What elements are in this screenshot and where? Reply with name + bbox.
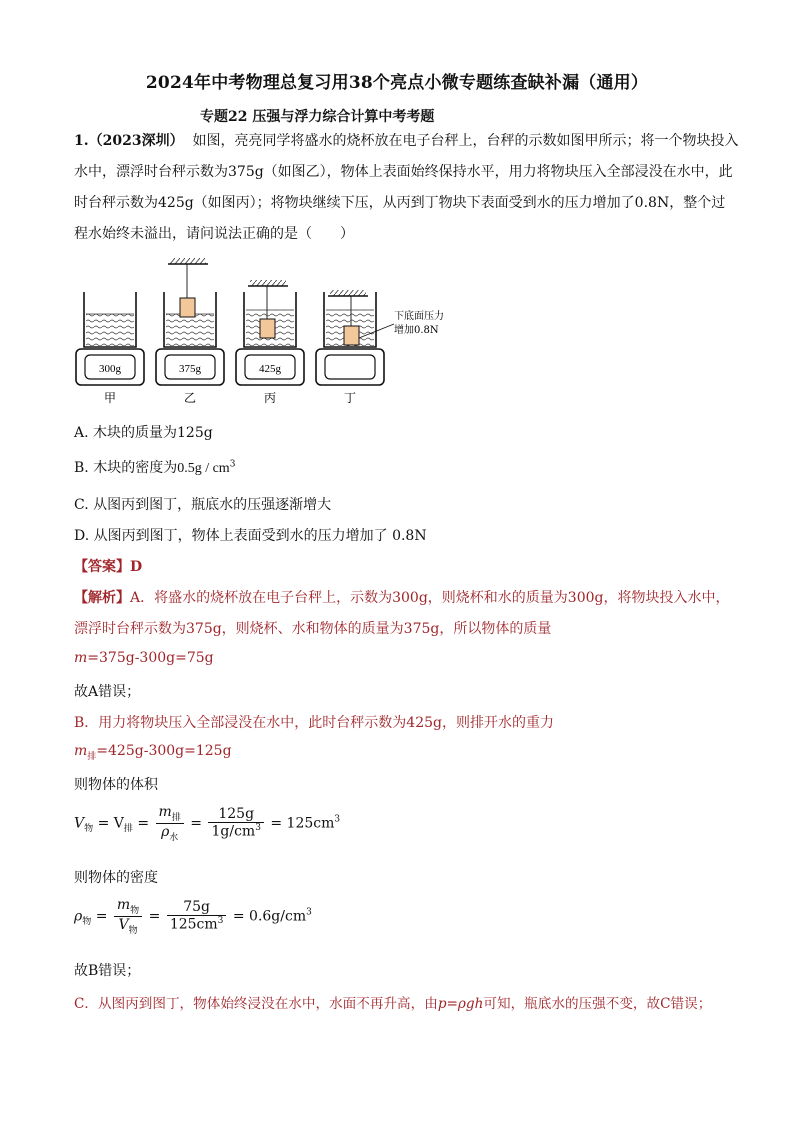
vol-result: = 125cm	[270, 815, 335, 832]
page-subtitle: 专题22 压强与浮力综合计算中考考题	[200, 109, 435, 125]
question-line-2: 水中，漂浮时台秤示数为375g（如图乙），物体上表面始终保持水平，用力将物块压入全部浸没在水中，此	[74, 164, 733, 180]
caption-jia: 甲	[103, 391, 117, 405]
analysis-b-volume-label: 则物体的体积	[74, 777, 158, 793]
density-formula	[74, 897, 312, 936]
setup-jia	[76, 292, 144, 405]
option-b	[74, 457, 235, 477]
setup-ding	[316, 290, 444, 405]
question-text-1: 如图，亮亮同学将盛水的烧杯放在电子台秤上，台秤的示数如图甲所示；将一个物块投入	[192, 133, 739, 149]
analysis-a-eq-var: m	[74, 650, 88, 666]
analysis-c-post: 可知，瓶底水的压强不变，故C错误；	[483, 996, 712, 1012]
scale-reading-bing: 425g	[259, 363, 281, 375]
volume-formula	[74, 804, 340, 843]
vol-fraction-2	[208, 806, 263, 840]
setup-yi	[156, 258, 224, 405]
den-frac1-num-sub: 物	[130, 905, 140, 916]
den-frac2-num: 75g	[167, 899, 227, 916]
note-line-1: 下底面压力	[394, 311, 444, 322]
den-frac1-den-sub: 物	[128, 925, 138, 936]
answer-line	[74, 556, 142, 576]
question-line-3: 时台秤示数为425g（如图丙）；将物块继续下压，从丙到丁物块下表面受到水的压力增加了0.8N，整个过	[74, 195, 726, 211]
vol-frac2-den: 1g/cm	[211, 824, 256, 841]
analysis-a-line-1	[74, 587, 729, 607]
question-line-4: 程水始终未溢出，请问说法正确的是（ ）	[74, 226, 354, 242]
den-sub: 物	[82, 917, 92, 928]
option-c: C. 从图丙到图丁，瓶底水的压强逐渐增大	[74, 497, 332, 513]
analysis-a-line-2: 漂浮时台秤示数为375g，则烧杯、水和物体的质量为375g，所以物体的质量	[74, 621, 552, 637]
caption-ding: 丁	[343, 391, 357, 405]
vol-frac1-num: m	[158, 804, 172, 820]
vol-fraction-1	[156, 804, 184, 843]
option-d: D. 从图丙到图丁，物体上表面受到水的压力增加了 0.8N	[74, 528, 427, 544]
analysis-c-pre: C．从图丙到图丁，物体始终浸没在水中，水面不再升高，由	[74, 996, 438, 1012]
page-title: 2024年中考物理总复习用38个亮点小微专题练查缺补漏（通用）	[145, 73, 649, 93]
den-fraction-1	[114, 897, 142, 936]
analysis-label: 【解析】	[74, 590, 130, 606]
den-frac2-den-sup: 3	[217, 916, 224, 927]
setup-bing	[236, 280, 304, 405]
den-frac1-num: m	[116, 897, 131, 913]
scale-reading-yi: 375g	[179, 363, 201, 375]
vol-v: V	[74, 815, 85, 832]
analysis-c-formula: p=ρgh	[437, 996, 484, 1012]
scale-reading-jia: 300g	[99, 363, 121, 375]
analysis-a-conclusion: 故A错误；	[74, 684, 141, 700]
option-b-sup: 3	[229, 459, 236, 470]
analysis-b-density-label: 则物体的密度	[74, 870, 158, 886]
question-number: 1.	[74, 133, 89, 149]
caption-yi: 乙	[183, 391, 197, 405]
analysis-b-conclusion: 故B错误；	[74, 963, 141, 979]
vol-sub-2: 排	[123, 824, 133, 835]
den-eq-2: =	[148, 908, 161, 925]
analysis-b-line-1: B．用力将物块压入全部浸没在水中，此时台秤示数为425g，则排开水的重力	[74, 715, 554, 731]
option-b-value: 0.5g / cm	[177, 461, 230, 476]
vol-sub-1: 物	[84, 824, 94, 835]
answer-label: 【答案】	[74, 559, 130, 575]
den-rho: ρ	[74, 908, 83, 925]
experiment-figure	[70, 252, 480, 412]
den-frac2-den: 125cm	[169, 917, 218, 934]
analysis-b-eq-sub: 排	[87, 751, 97, 762]
question-line-1	[74, 130, 739, 150]
analysis-b-equation	[74, 743, 232, 762]
vol-frac1-den-sub: 水	[169, 832, 179, 843]
den-fraction-2	[167, 899, 227, 933]
question-source: （2023深圳）	[88, 133, 184, 149]
vol-frac2-den-sup: 3	[255, 823, 261, 834]
vol-result-sup: 3	[334, 814, 341, 825]
option-b-prefix: B. 木块的密度为	[74, 460, 178, 476]
den-result-sup: 3	[306, 907, 312, 918]
analysis-a-text-1: A．将盛水的烧杯放在电子台秤上，示数为300g，则烧杯和水的质量为300g，将物块投入水中，	[130, 590, 730, 606]
den-eq-1: =	[95, 908, 108, 925]
answer-value: D	[130, 559, 143, 575]
vol-eq-1: = V	[97, 815, 124, 832]
analysis-b-eq-var: m	[74, 743, 88, 759]
analysis-a-equation	[74, 650, 214, 666]
option-a: A. 木块的质量为125g	[74, 425, 213, 441]
den-result: = 0.6g/cm	[232, 908, 307, 925]
analysis-c-line	[74, 992, 711, 1012]
vol-eq-3: =	[190, 815, 203, 832]
analysis-a-eq-value: =375g-300g=75g	[87, 650, 214, 666]
vol-frac1-den: ρ	[161, 823, 170, 840]
vol-frac1-num-sub: 排	[171, 812, 181, 823]
analysis-b-eq-value: =425g-300g=125g	[96, 743, 232, 759]
den-frac1-den: V	[118, 916, 129, 933]
vol-eq-2: =	[137, 815, 150, 832]
caption-bing: 丙	[263, 391, 277, 405]
note-line-2: 增加0.8N	[394, 325, 439, 336]
vol-frac2-num: 125g	[208, 806, 263, 823]
